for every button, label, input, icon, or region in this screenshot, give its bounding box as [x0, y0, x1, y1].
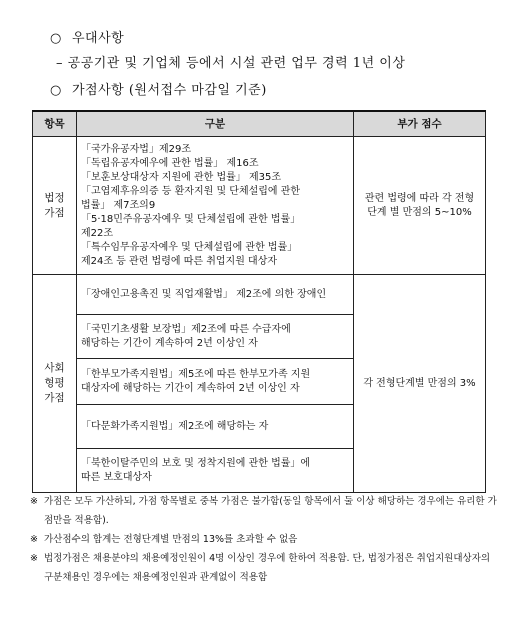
reference-mark-icon: ※ [30, 534, 38, 545]
social-criteria-multicultural: 「다문화가족지원법」제2조에 해당하는 자 [77, 405, 354, 449]
reference-mark-icon: ※ [30, 496, 38, 507]
bullet-circle-icon: ○ [50, 31, 62, 46]
header-category: 구분 [77, 111, 354, 137]
bonus-points-table [32, 110, 486, 493]
social-bonus-row [33, 275, 486, 315]
note-text: 가점은 모두 가산하되, 가점 항목별로 중복 가점은 불가함(동일 항목에서 둘 이상 해당하는 경우에는 유리한 가점만을 적용함). [44, 496, 497, 526]
social-bonus-category: 사회 형평 가점 [33, 275, 77, 493]
preferences-item: – 공공기관 및 기업체 등에서 시설 관련 업무 경력 1년 이상 [56, 56, 406, 71]
reference-mark-icon: ※ [30, 553, 38, 564]
notes [30, 492, 500, 587]
legal-bonus-row [33, 137, 486, 275]
social-criteria-basic-livelihood: 「국민기초생활 보장법」제2조에 따른 수급자에 해당하는 기간이 계속하여 2년 이상인 자 [77, 315, 354, 359]
preferences-heading [50, 27, 124, 46]
note-item [30, 549, 500, 587]
bullet-circle-icon: ○ [50, 83, 62, 98]
note-item [30, 492, 500, 530]
bonus-heading [50, 79, 267, 98]
legal-bonus-points: 관련 법령에 따라 각 전형 단계 별 만점의 5~10% [354, 137, 486, 275]
note-text: 가산점수의 합계는 전형단계별 만점의 13%를 초과할 수 없음 [44, 534, 298, 545]
note-text: 법정가점은 채용분야의 채용예정인원이 4명 이상인 경우에 한하여 적용함. 단, 법정가점은 취업지원대상자의 구분채용인 경우에는 채용예정인원과 관계없이 적용함 [44, 553, 491, 583]
bonus-title: 가점사항 (원서접수 마감일 기준) [72, 83, 267, 98]
preferences-title: 우대사항 [72, 31, 125, 46]
header-points: 부가 점수 [354, 111, 486, 137]
social-criteria-north-korean-defector: 「북한이탈주민의 보호 및 정착지원에 관한 법률」에 따른 보호대상자 [77, 449, 354, 493]
social-criteria-single-parent: 「한부모가족지원법」제5조에 따른 한부모가족 지원 대상자에 해당하는 기간이 계속하여 2년 이상인 자 [77, 359, 354, 405]
note-item [30, 530, 500, 549]
header-item: 항목 [33, 111, 77, 137]
social-bonus-points: 각 전형단계별 만점의 3% [354, 275, 486, 493]
table-header-row [33, 111, 486, 137]
legal-bonus-category: 법정 가점 [33, 137, 77, 275]
legal-bonus-criteria: 「국가유공자법」제29조 「독립유공자예우에 관한 법률」 제16조 「보훈보상대상자 지원에 관한 법률」 제35조 「고엽제후유의증 등 환자지원 및 단체설립에 관한 법률」 제7조의9 「5·18민주유공자예우 및 단체설립에 관한 법률」 제22조 「특수임무유공자예우 및 단체설립에 관한 법률」 제24조 등 관련 법령에 따른 취업지원 대상자 [77, 137, 354, 275]
social-criteria-disability: 「장애인고용촉진 및 직업재활법」 제2조에 의한 장애인 [77, 275, 354, 315]
